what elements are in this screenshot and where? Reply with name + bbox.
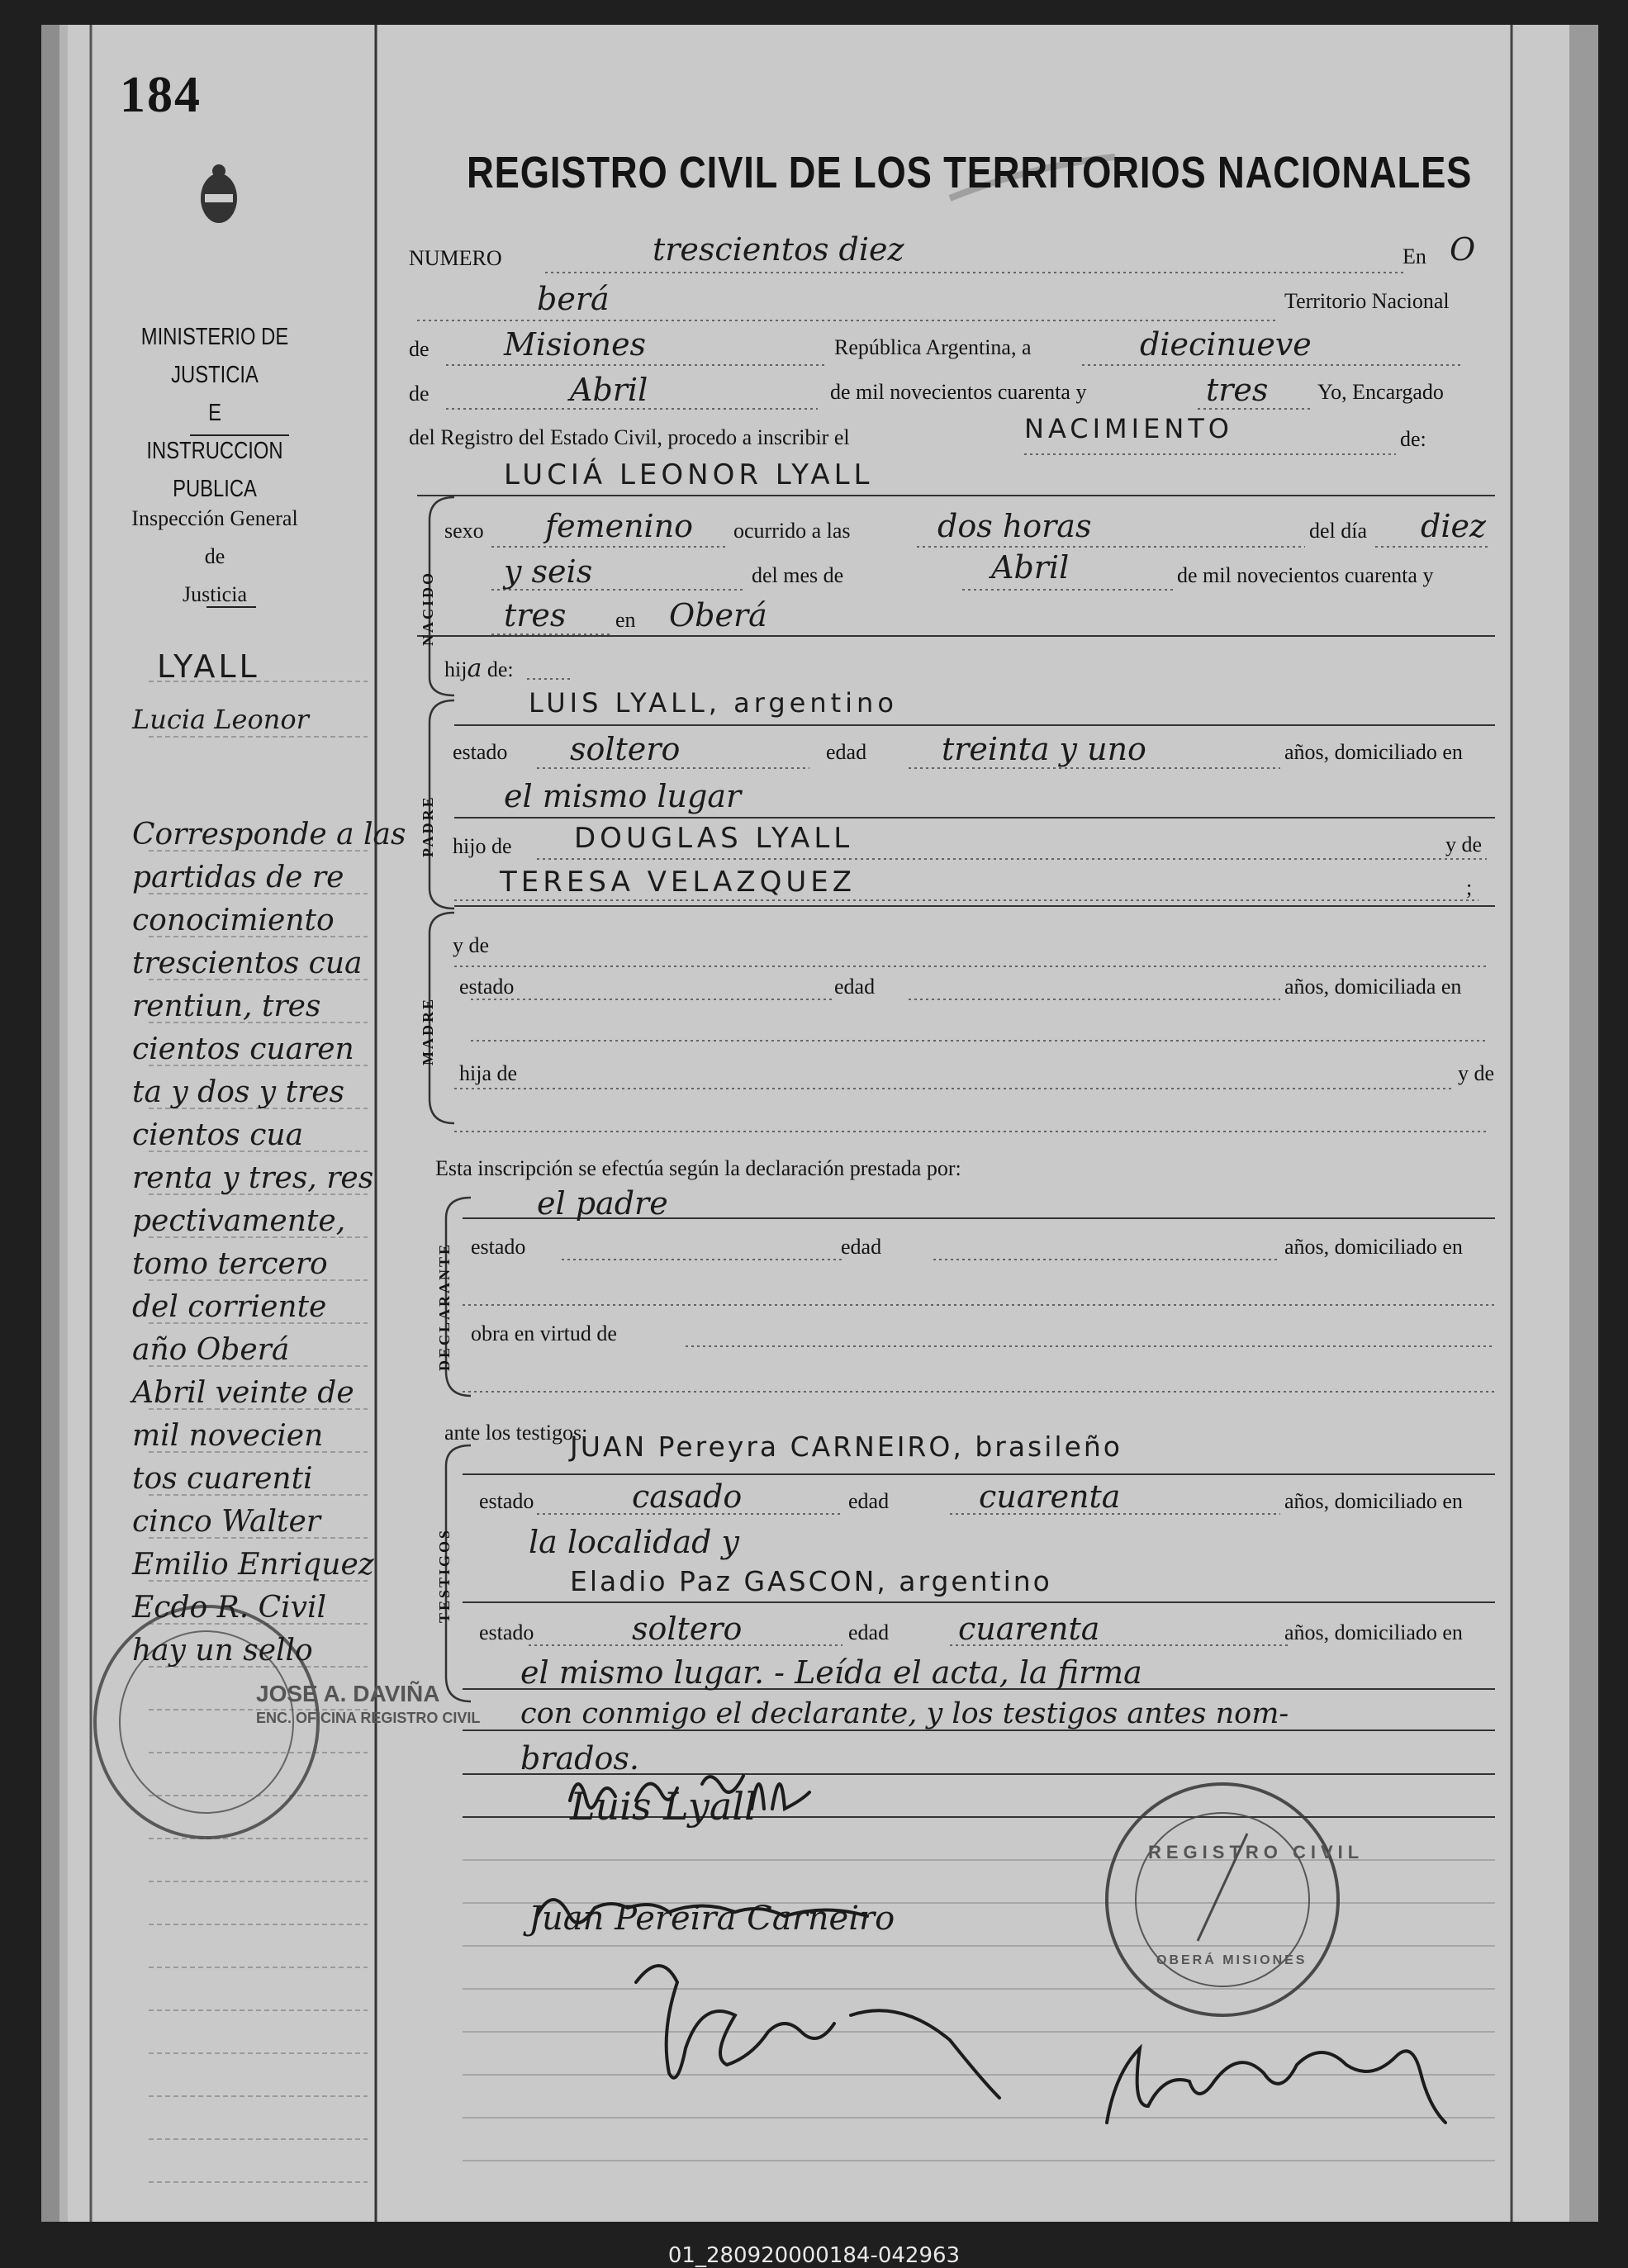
entry-t1-domicilio: la localidad y [529, 1524, 740, 1560]
label-del-registro: del Registro del Estado Civil, procedo a inscribir el [409, 425, 850, 449]
entry-declarante: el padre [537, 1185, 668, 1222]
inspection-line-3: Justicia [183, 582, 247, 606]
entry-abuelo: DOUGLAS LYALL [574, 822, 854, 855]
entry-nombre: LUCIÁ LEONOR LYALL [504, 458, 874, 491]
label-del-dia: del día [1309, 519, 1368, 543]
entry-en: O [1450, 231, 1476, 268]
margin-note-line: tos cuarenti [132, 1462, 313, 1496]
margin-note-line: Emilio Enriquez [132, 1548, 374, 1582]
entry-sexo: femenino [545, 508, 694, 544]
label-ocurrido: ocurrido a las [733, 519, 851, 543]
register-title: REGISTRO CIVIL DE LOS TERRITORIOS NACIONALES [467, 148, 1473, 197]
entry-cierre-1: el mismo lugar. - Leída el acta, la firma [520, 1654, 1142, 1691]
margin-note-line: Corresponde a las [132, 818, 406, 852]
ministry-line-2: E [208, 400, 221, 426]
label-sexo: sexo [444, 519, 484, 543]
label-estado-madre: estado [459, 975, 515, 999]
label-esta-inscripcion: Esta inscripción se efectúa según la declaración prestada por: [435, 1156, 961, 1180]
margin-note-line: pectivamente, [132, 1204, 346, 1238]
label-estado-t1: estado [479, 1489, 534, 1513]
entry-t2-estado: soltero [632, 1611, 743, 1647]
margin-note-line: hay un sello [132, 1634, 313, 1668]
margin-note-line: mil novecien [132, 1419, 324, 1453]
entry-padre-edad: treinta y uno [942, 731, 1146, 767]
label-de: de [409, 337, 430, 361]
entry-cierre-2: con conmigo el declarante, y los testigos antes nom- [520, 1697, 1289, 1730]
entry-anio-nac: tres [504, 597, 567, 633]
section-nacido: NACIDO [420, 570, 436, 646]
label-estado-t2: estado [479, 1620, 534, 1644]
label-edad-padre: edad [826, 740, 867, 764]
label-estado-padre: estado [453, 740, 508, 764]
margin-note-line: cientos cuaren [132, 1032, 354, 1066]
entry-mes-registro: Abril [570, 372, 648, 408]
entry-padre-nombre: LUIS LYALL, argentino [529, 687, 898, 719]
label-anos-padre: años, domiciliado en [1284, 740, 1463, 764]
label-hij-de: de: [487, 657, 514, 681]
label-en-lugar: en [615, 608, 636, 632]
entry-anio: tres [1206, 372, 1269, 408]
margin-surname: LYALL [157, 648, 260, 685]
label-edad-t2: edad [848, 1620, 890, 1644]
image-id-footer: 01_280920000184-042963 [667, 2243, 961, 2268]
entry-testigo-2: Eladio Paz GASCON, argentino [570, 1565, 1052, 1597]
signature-padre: Luis Lyall [570, 1784, 757, 1829]
label-yo-encargado: Yo, Encargado [1317, 380, 1444, 404]
section-testigos: TESTIGOS [436, 1527, 453, 1623]
label-ante-testigos: ante los testigos: [444, 1421, 588, 1445]
seal-text: REGISTRO CIVIL [1148, 1842, 1365, 1862]
entry-mes-nac: Abril [991, 549, 1070, 586]
margin-note-line: renta y tres, res [132, 1161, 374, 1195]
label-edad-madre: edad [834, 975, 876, 999]
entry-abuela: TERESA VELAZQUEZ [500, 866, 857, 899]
entry-numero: trescientos diez [653, 231, 904, 268]
label-hija-de: hija de [459, 1061, 518, 1085]
entry-dia-registro: diecinueve [1140, 326, 1312, 363]
entry-dia-nac-2: y seis [504, 553, 593, 590]
label-estado-declarante: estado [471, 1235, 526, 1259]
label-de-mil-2: de mil novecientos cuarenta y [1177, 563, 1434, 587]
label-anos-t1: años, domiciliado en [1284, 1489, 1463, 1513]
label-y-de-madre: y de [453, 933, 490, 957]
label-del-mes: del mes de [752, 563, 844, 587]
label-de-mil: de mil novecientos cuarenta y [830, 380, 1087, 404]
margin-note-line: conocimiento [132, 904, 335, 937]
entry-t1-estado: casado [632, 1478, 743, 1515]
label-edad-t1: edad [848, 1489, 890, 1513]
label-obra-virtud: obra en virtud de [471, 1321, 617, 1345]
label-territorio: Territorio Nacional [1284, 289, 1450, 313]
margin-note-line: tomo tercero [132, 1247, 328, 1281]
margin-note-line: cientos cua [132, 1118, 304, 1152]
margin-note-line: ta y dos y tres [132, 1075, 345, 1109]
margin-given-name: Lucia Leonor [132, 704, 309, 735]
margin-stamp-sub: ENC. OFICINA REGISTRO CIVIL [256, 1710, 481, 1726]
ministry-line-3: INSTRUCCION PUBLICA [146, 438, 283, 502]
margin-note-line: Abril veinte de [132, 1376, 354, 1410]
inspection-heading [124, 500, 306, 614]
margin-note-line: año Oberá [132, 1333, 290, 1367]
margin-note-line: trescientos cua [132, 947, 363, 980]
entry-acto: NACIMIENTO [1024, 413, 1233, 444]
section-declarante: DECLARANTE [436, 1241, 453, 1371]
label-de-colon: de: [1400, 427, 1426, 451]
entry-lugar: berá [537, 281, 610, 317]
margin-stamp-name: JOSE A. DAVIÑA [256, 1681, 440, 1706]
label-en: En [1403, 244, 1426, 268]
section-madre: MADRE [420, 997, 436, 1065]
entry-t1-edad: cuarenta [979, 1478, 1121, 1515]
label-de-2: de [409, 382, 430, 406]
margin-note-line: Ecdo R. Civil [132, 1591, 327, 1625]
signature-testigo: Juan Pereira Carneiro [529, 1900, 895, 1938]
margin-note-line: cinco Walter [132, 1505, 320, 1539]
section-padre: PADRE [420, 795, 436, 857]
label-semicolon: ; [1466, 875, 1473, 899]
label-y-de: y de [1445, 833, 1483, 856]
label-anos-madre: años, domiciliada en [1284, 975, 1462, 999]
label-numero: NUMERO [409, 246, 502, 270]
label-hij-text: hij [444, 657, 468, 681]
label-anos-declarante: años, domiciliado en [1284, 1235, 1463, 1259]
inspection-line-1: Inspección General [131, 506, 298, 530]
label-anos-t2: años, domiciliado en [1284, 1620, 1463, 1644]
page-number: 184 [120, 67, 202, 123]
entry-t2-edad: cuarenta [958, 1611, 1100, 1647]
entry-hora: dos horas [937, 508, 1092, 544]
label-republica: República Argentina, a [834, 335, 1032, 359]
entry-territorio: Misiones [504, 326, 647, 363]
register-page [41, 25, 1598, 2222]
ministry-line-1: MINISTERIO DE JUSTICIA [140, 324, 289, 388]
label-hij [444, 654, 514, 683]
label-hijo-de: hijo de [453, 834, 512, 858]
entry-padre-domicilio: el mismo lugar [504, 778, 742, 814]
inspection-line-2: de [204, 544, 225, 568]
label-y-de-madre-2: y de [1458, 1061, 1495, 1085]
entry-padre-estado: soltero [570, 731, 681, 767]
label-edad-declarante: edad [841, 1235, 882, 1259]
entry-cierre-3: brados. [520, 1740, 639, 1777]
margin-note-line: rentiun, tres [132, 989, 321, 1023]
margin-note-line: del corriente [132, 1290, 327, 1324]
margin-note [132, 814, 406, 1673]
entry-dia-nac: diez [1421, 508, 1486, 544]
seal-subtext: OBERÁ MISIONES [1156, 1953, 1308, 1967]
margin-note-line: partidas de re [132, 861, 344, 894]
entry-testigo-1: JUAN Pereyra CARNEIRO, brasileño [570, 1431, 1123, 1463]
ministry-heading [126, 318, 302, 508]
entry-lugar-nac: Oberá [669, 597, 767, 633]
hij-suffix: a [467, 654, 482, 683]
